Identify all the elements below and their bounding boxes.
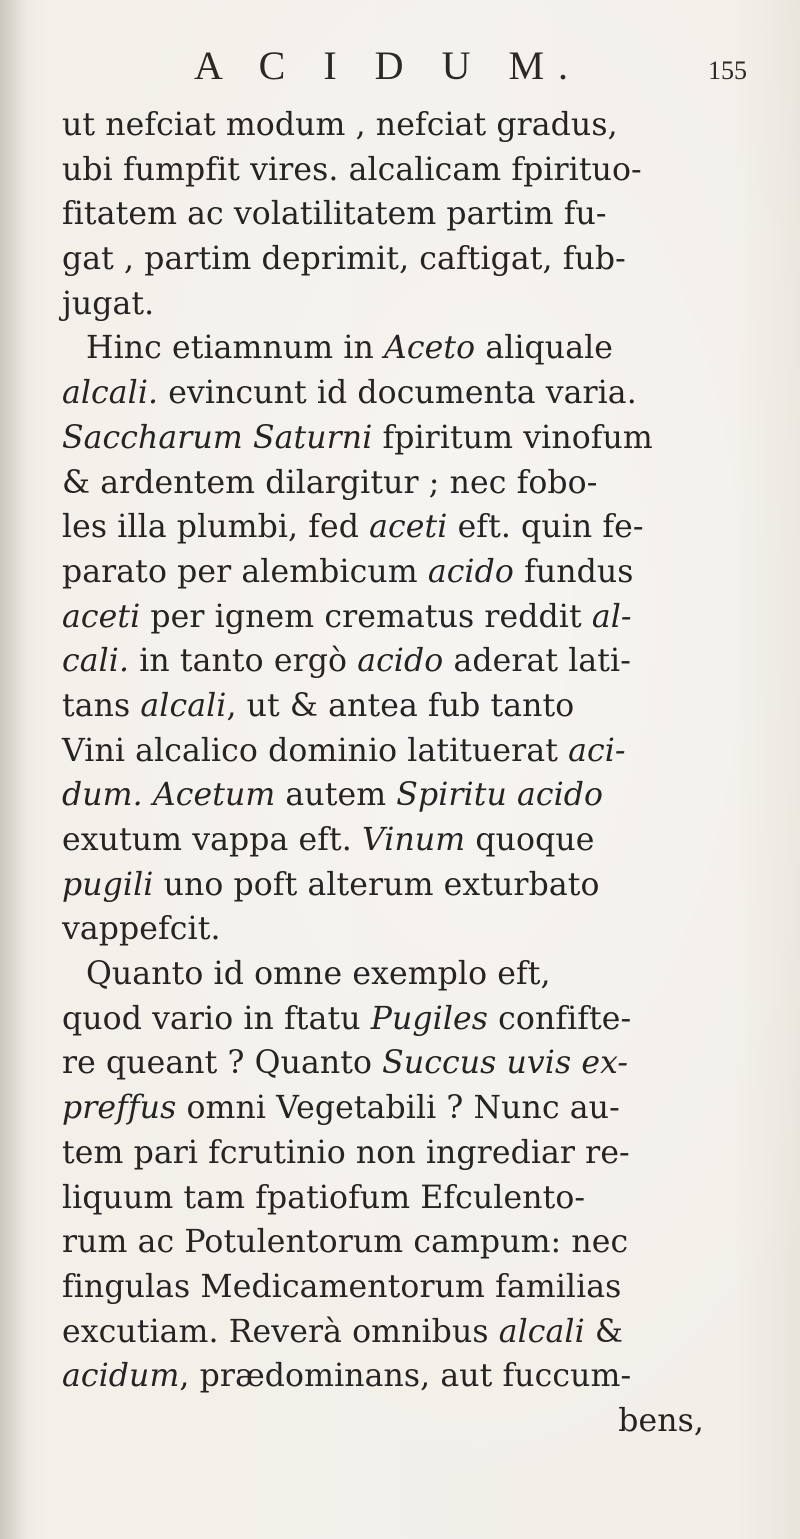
text-segment: les illa plumbi, fed [62, 509, 370, 546]
text-segment: in tanto ergò [129, 643, 358, 680]
text-segment: Quanto id omne exemplo eft, [86, 956, 551, 993]
italic-segment: Acetum [152, 777, 276, 814]
italic-segment: cali. [62, 643, 130, 680]
text-line [62, 952, 778, 997]
italic-segment: Vinum [362, 822, 466, 858]
gutter-shadow [0, 0, 28, 1539]
italic-segment: acido [357, 643, 444, 680]
italic-segment: acido [427, 553, 514, 590]
text-line [62, 818, 778, 863]
text-segment: Hinc etiamnum in [86, 330, 385, 367]
text-line [62, 192, 778, 237]
text-segment: uno poft alterum exturbato [153, 866, 600, 903]
text-segment: ubi fumpfit vires. alcalicam fpirituo- [62, 151, 642, 188]
text-line [62, 282, 778, 327]
text-segment: exutum vappa eft. [62, 822, 363, 858]
text-line [62, 371, 778, 416]
text-segment: tans [62, 687, 141, 724]
text-segment: aliquale [475, 330, 613, 367]
text-segment: autem [275, 777, 397, 814]
text-segment: jugat. [62, 285, 155, 322]
page-number: 155 [708, 56, 747, 85]
text-line [62, 1176, 778, 1221]
italic-segment: Aceto [384, 330, 476, 367]
text-line [62, 550, 778, 595]
italic-segment: Saccharum Saturni [62, 419, 373, 456]
text-line [62, 148, 778, 193]
text-line [62, 461, 778, 506]
text-segment: & ardentem dilargitur ; nec fobo- [62, 464, 598, 501]
text-segment: vappefcit. [62, 911, 221, 948]
text-segment: gat , partim deprimit, caftigat, fub- [62, 241, 626, 278]
text-segment: parato per alembicum [62, 553, 428, 590]
text-line [62, 1265, 778, 1310]
text-segment: Vini alcalico dominio latituerat [62, 732, 569, 769]
italic-segment: alcali [498, 1313, 585, 1350]
text-segment: aderat lati- [443, 643, 631, 680]
text-segment [143, 777, 153, 813]
text-segment: quoque [465, 822, 595, 858]
italic-segment: Pugiles [370, 1000, 489, 1037]
text-line [62, 639, 778, 684]
text-line [62, 1220, 778, 1265]
italic-segment: Spiritu acido [396, 777, 604, 814]
text-line [62, 1354, 778, 1399]
text-segment: quod vario in ftatu [62, 1000, 371, 1037]
text-segment: , ut & antea fub tanto [226, 687, 575, 724]
text-segment: fundus [513, 553, 634, 590]
italic-segment: aci- [568, 732, 626, 769]
text-line [62, 416, 778, 461]
italic-segment: al- [591, 598, 632, 635]
text-segment: per ignem crematus reddit [140, 598, 592, 635]
running-head: A C I D U M. [194, 43, 583, 88]
text-line [62, 505, 778, 550]
italic-segment: preffus [62, 1090, 177, 1127]
text-segment: fitatem ac volatilitatem partim fu- [62, 196, 607, 233]
text-line [62, 684, 778, 729]
text-line [62, 997, 778, 1042]
text-line [62, 729, 778, 774]
text-segment: fingulas Medicamentorum familias [62, 1268, 622, 1305]
text-line [62, 1041, 778, 1086]
text-segment: eft. quin fe- [447, 509, 644, 546]
text-segment: rum ac Potulentorum campum: nec [62, 1224, 629, 1261]
body-text [62, 103, 778, 1444]
text-segment: fpiritum vinofum [372, 419, 653, 456]
text-line [62, 1086, 778, 1131]
text-segment: re queant ? Quanto [62, 1045, 383, 1082]
italic-segment: dum. [62, 777, 143, 814]
text-segment: omni Vegetabili ? Nunc au- [176, 1090, 620, 1127]
italic-segment: alcali. [62, 375, 159, 412]
italic-segment: aceti [62, 598, 141, 635]
text-segment: liquum tam fpatiofum Efculento- [62, 1179, 586, 1216]
italic-segment: aceti [369, 509, 448, 546]
text-line [62, 773, 778, 818]
text-segment: & [584, 1313, 624, 1350]
text-segment: excutiam. Reverà omnibus [62, 1313, 499, 1350]
italic-segment: Succus uvis ex- [382, 1045, 629, 1082]
text-line [62, 326, 778, 371]
text-line [62, 907, 778, 952]
text-segment: bens, [618, 1402, 704, 1439]
italic-segment: acidum [62, 1358, 180, 1395]
text-line [62, 1399, 778, 1444]
text-line [62, 103, 778, 148]
text-segment: , prædominans, aut fuccum- [179, 1358, 632, 1395]
text-segment: tem pari fcrutinio non ingrediar re- [62, 1134, 630, 1171]
text-line [62, 863, 778, 908]
text-line [62, 1131, 778, 1176]
text-segment: confifte- [488, 1000, 632, 1037]
text-line [62, 595, 778, 640]
text-line [62, 1310, 778, 1355]
text-line [62, 237, 778, 282]
italic-segment: pugili [62, 866, 154, 903]
text-segment: ut nefciat modum , nefciat gradus, [62, 107, 618, 143]
text-segment: evincunt id documenta varia. [158, 375, 637, 412]
italic-segment: alcali [140, 687, 227, 724]
